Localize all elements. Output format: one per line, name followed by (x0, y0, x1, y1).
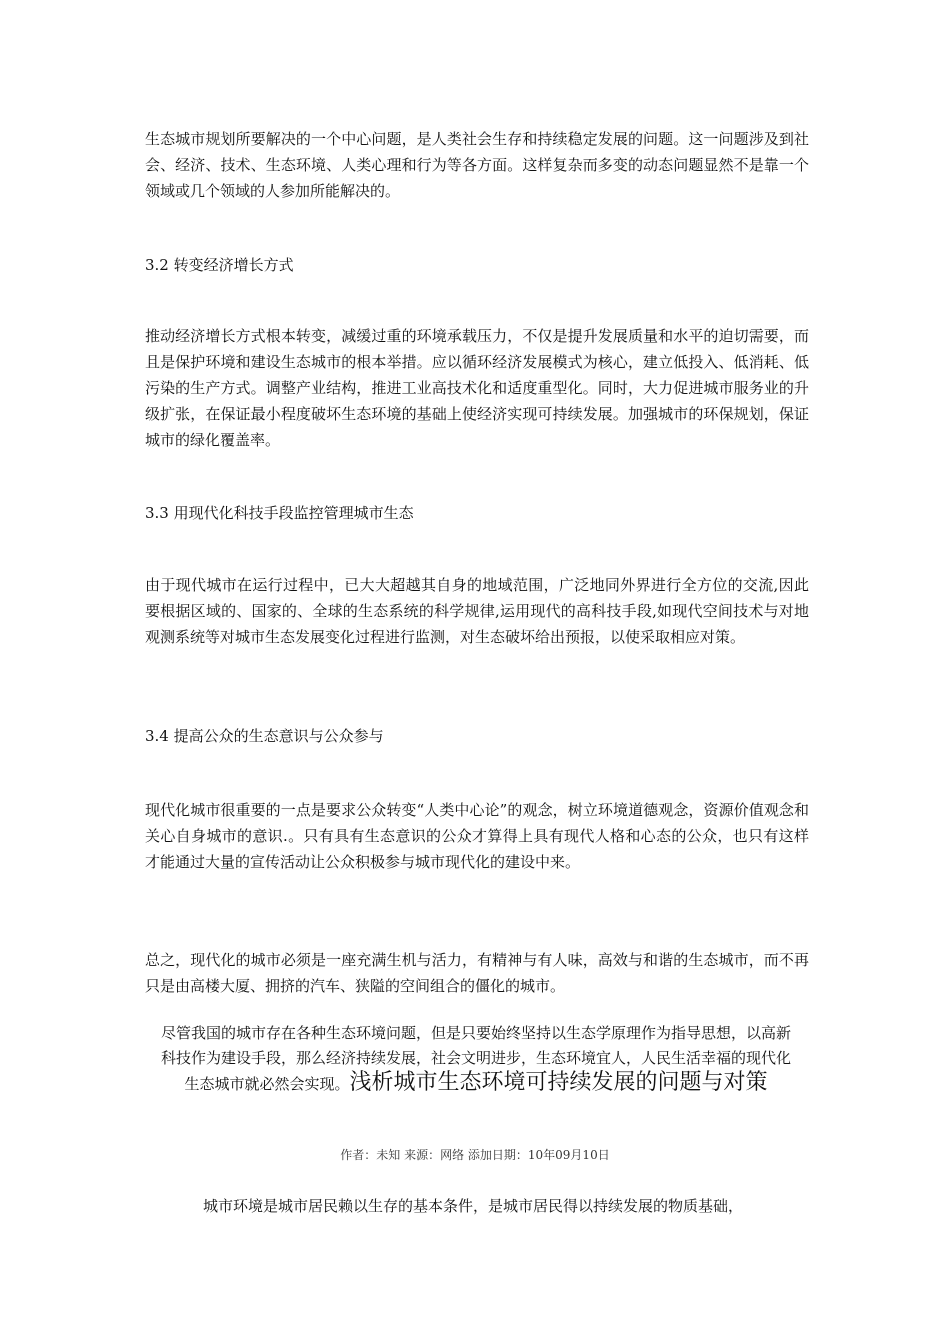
paragraph-summary: 尽管我国的城市存在各种生态环境问题，但是只要始终坚持以生态学原理作为指导思想，以高新科技作为建设手段，那么经济持续发展，社会文明进步，生态环境宜人，人民生活幸福的现代化生态城市就必然会实现。 (160, 1024, 791, 1093)
paragraph-economic-growth: 推动经济增长方式根本转变，减缓过重的环境承载压力，不仅是提升发展质量和水平的迫切需要，而且是保护环境和建设生态城市的根本举措。应以循环经济发展模式为核心，建立低投入、低消耗、低污染的生产方式。调整产业结构，推进工业高技术化和适度重型化。同时，大力促进城市服务业的升级扩张，在保证最小程度破坏生态环境的基础上使经济实现可持续发展。加强城市的环保规划，保证城市的绿化覆盖率。 (145, 327, 809, 449)
section-heading-3-2: 3.2 转变经济增长方式 (145, 256, 294, 274)
section-heading-3-4: 3.4 提高公众的生态意识与公众参与 (145, 727, 384, 745)
article-title: 浅析城市生态环境可持续发展的问题与对策 (349, 1070, 768, 1095)
paragraph-public-awareness: 现代化城市很重要的一点是要求公众转变“人类中心论”的观念，树立环境道德观念，资源价值观念和关心自身城市的意识.。只有具有生态意识的公众才算得上具有现代人格和心态的公众，也只有这样才能通过大量的宣传活动让公众积极参与城市现代化的建设中来。 (145, 801, 809, 871)
article-meta: 作者：未知 来源：网络 添加日期：10年09月10日 (340, 1148, 610, 1162)
section-heading-3-3: 3.3 用现代化科技手段监控管理城市生态 (145, 504, 414, 522)
paragraph-summary-with-title (160, 1021, 792, 1097)
paragraph-planning-central-issue: 生态城市规划所要解决的一个中心问题，是人类社会生存和持续稳定发展的问题。这一问题涉及到社会、经济、技术、生态环境、人类心理和行为等各方面。这样复杂而多变的动态问题显然不是靠一个领域或几个领域的人参加所能解决的。 (145, 130, 809, 200)
article-intro-paragraph: 城市环境是城市居民赖以生存的基本条件，是城市居民得以持续发展的物质基础， (203, 1197, 744, 1215)
paragraph-conclusion: 总之，现代化的城市必须是一座充满生机与活力，有精神与有人味，高效与和谐的生态城市，而不再只是由高楼大厦、拥挤的汽车、狭隘的空间组合的僵化的城市。 (145, 951, 809, 995)
paragraph-tech-monitoring: 由于现代城市在运行过程中，已大大超越其自身的地域范围，广泛地同外界进行全方位的交流,因此要根据区域的、国家的、全球的生态系统的科学规律,运用现代的高科技手段,如现代空间技术与对地观测系统等对城市生态发展变化过程进行监测，对生态破坏给出预报，以使采取相应对策。 (145, 576, 809, 646)
